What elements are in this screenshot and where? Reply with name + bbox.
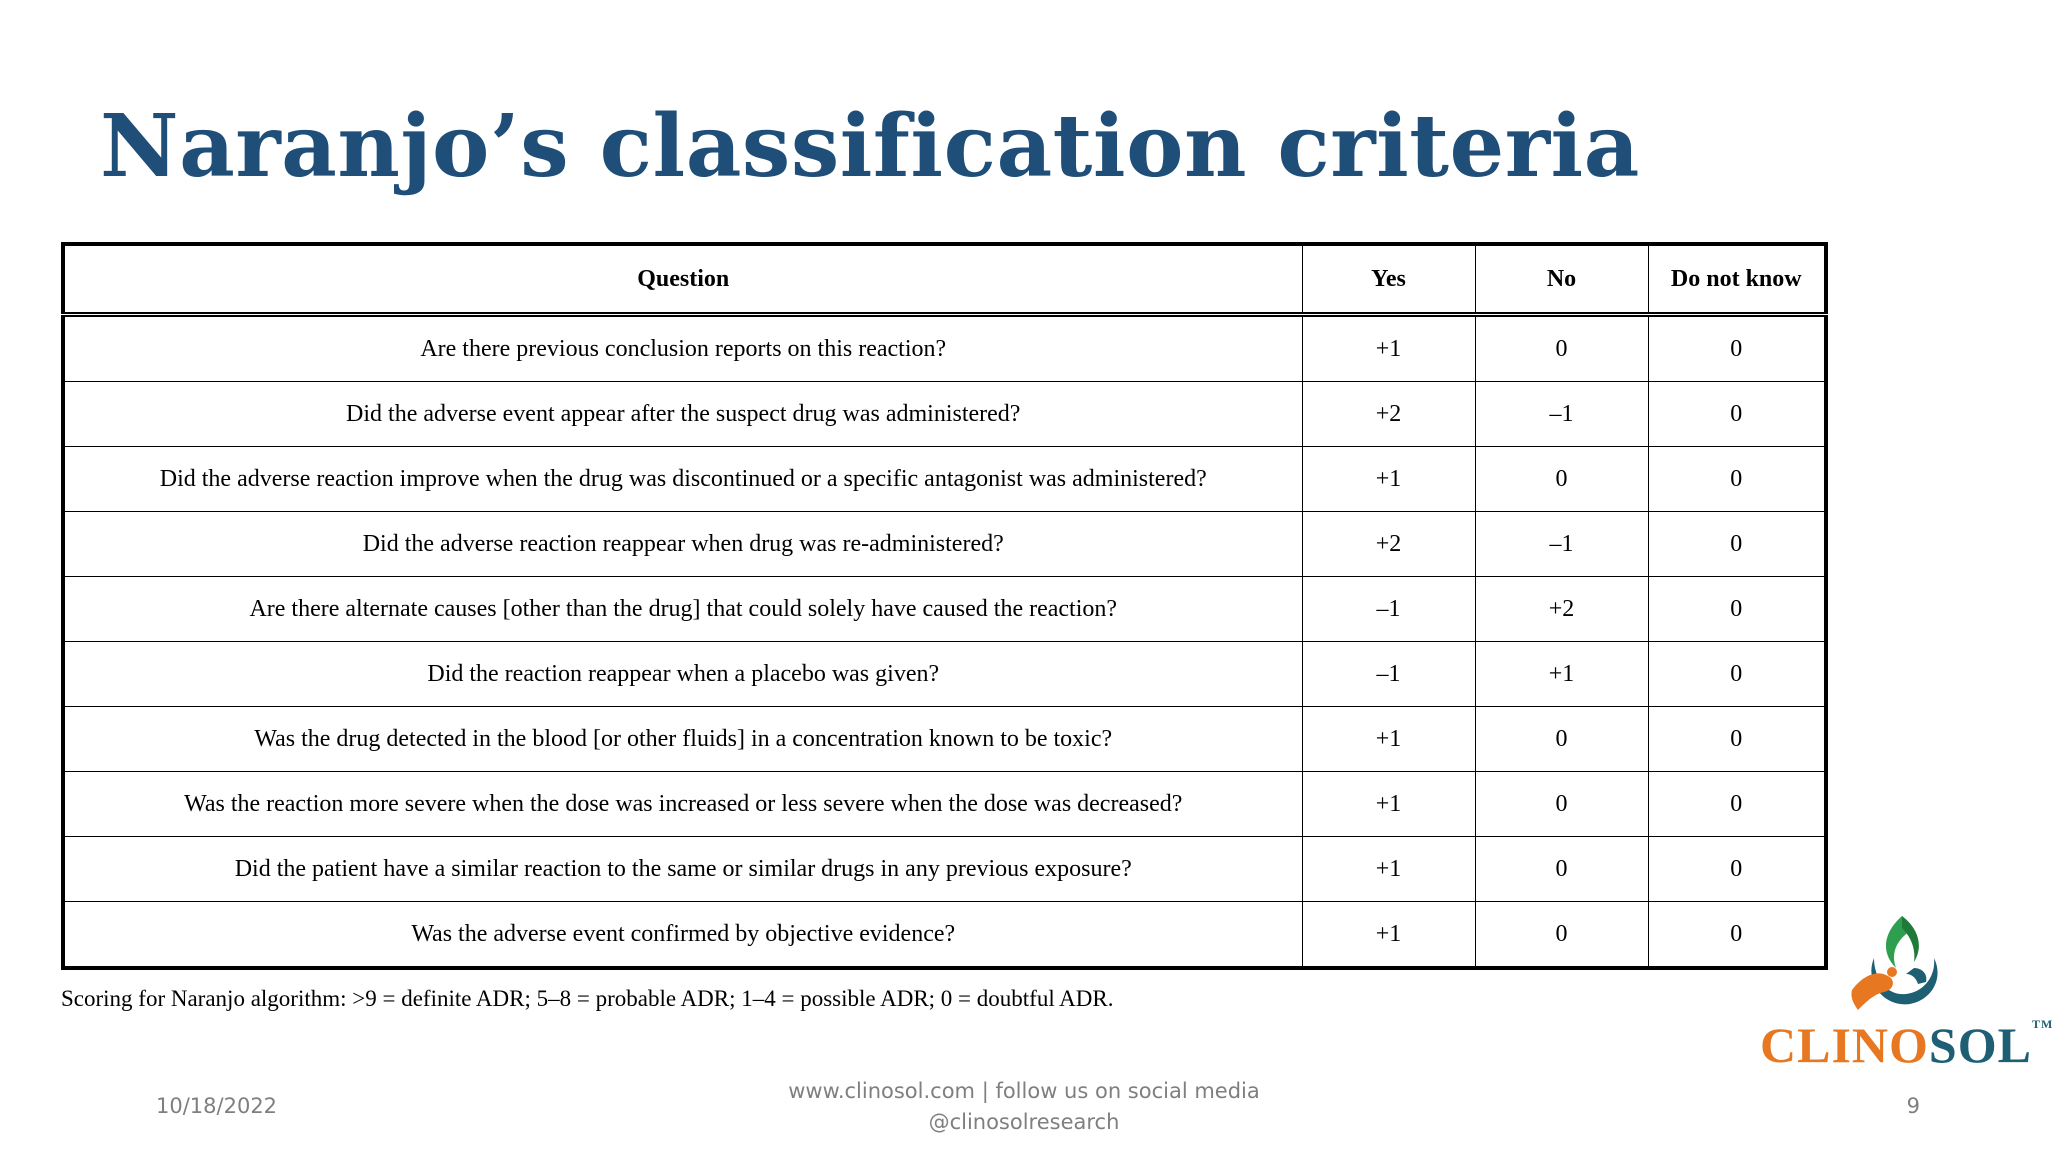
question-cell: Did the reaction reappear when a placebo was given? — [63, 642, 1302, 707]
table-row — [63, 707, 1826, 772]
question-cell: Was the reaction more severe when the dose was increased or less severe when the dose was decreased? — [63, 772, 1302, 837]
dnk-score-cell: 0 — [1648, 902, 1826, 969]
no-score-cell: 0 — [1475, 447, 1648, 512]
no-score-cell: 0 — [1475, 837, 1648, 902]
scoring-note: Scoring for Naranjo algorithm: >9 = definite ADR; 5–8 = probable ADR; 1–4 = possible ADR; 0 = doubtful ADR. — [61, 986, 1114, 1011]
dnk-score-cell: 0 — [1648, 837, 1826, 902]
dnk-score-cell: 0 — [1648, 707, 1826, 772]
logo-emblem-icon — [1844, 912, 1954, 1016]
table-row — [63, 512, 1826, 577]
dnk-score-cell: 0 — [1648, 315, 1826, 382]
naranjo-table-container — [61, 242, 1824, 970]
logo-trademark: TM — [2031, 1017, 2053, 1031]
dnk-score-cell: 0 — [1648, 512, 1826, 577]
yes-score-cell: +1 — [1302, 315, 1475, 382]
table-row — [63, 772, 1826, 837]
yes-score-cell: +2 — [1302, 382, 1475, 447]
table-row — [63, 837, 1826, 902]
yes-score-cell: +1 — [1302, 707, 1475, 772]
yes-score-cell: +1 — [1302, 447, 1475, 512]
header-question: Question — [63, 244, 1302, 315]
header-yes: Yes — [1302, 244, 1475, 315]
yes-score-cell: –1 — [1302, 642, 1475, 707]
no-score-cell: +2 — [1475, 577, 1648, 642]
naranjo-table — [61, 242, 1828, 970]
no-score-cell: +1 — [1475, 642, 1648, 707]
logo-text-clino: CLINO — [1760, 1017, 1929, 1073]
footer-website-line: www.clinosol.com | follow us on social media — [788, 1079, 1260, 1103]
table-row — [63, 315, 1826, 382]
question-cell: Was the drug detected in the blood [or other fluids] in a concentration known to be toxic? — [63, 707, 1302, 772]
dnk-score-cell: 0 — [1648, 447, 1826, 512]
dnk-score-cell: 0 — [1648, 772, 1826, 837]
yes-score-cell: +1 — [1302, 772, 1475, 837]
dnk-score-cell: 0 — [1648, 382, 1826, 447]
question-cell: Are there previous conclusion reports on this reaction? — [63, 315, 1302, 382]
yes-score-cell: +2 — [1302, 512, 1475, 577]
yes-score-cell: +1 — [1302, 902, 1475, 969]
header-do-not-know: Do not know — [1648, 244, 1826, 315]
no-score-cell: 0 — [1475, 315, 1648, 382]
question-cell: Did the adverse reaction reappear when drug was re-administered? — [63, 512, 1302, 577]
question-cell: Are there alternate causes [other than the drug] that could solely have caused the reaction? — [63, 577, 1302, 642]
question-cell: Did the patient have a similar reaction to the same or similar drugs in any previous exposure? — [63, 837, 1302, 902]
slide-title: Naranjo’s classification criteria — [100, 96, 1640, 197]
no-score-cell: 0 — [1475, 707, 1648, 772]
no-score-cell: 0 — [1475, 902, 1648, 969]
yes-score-cell: +1 — [1302, 837, 1475, 902]
question-cell: Was the adverse event confirmed by objective evidence? — [63, 902, 1302, 969]
clinosol-logo — [1756, 912, 2053, 1082]
table-row — [63, 447, 1826, 512]
question-cell: Did the adverse reaction improve when the drug was discontinued or a specific antagonist was administered? — [63, 447, 1302, 512]
page-number: 9 — [1906, 1094, 1920, 1118]
footer-social-handle: @clinosolresearch — [928, 1110, 1120, 1134]
logo-wordmark — [1760, 1016, 2053, 1074]
table-row — [63, 577, 1826, 642]
table-row — [63, 902, 1826, 969]
footer-website — [724, 1076, 1324, 1138]
dnk-score-cell: 0 — [1648, 577, 1826, 642]
table-row — [63, 642, 1826, 707]
yes-score-cell: –1 — [1302, 577, 1475, 642]
question-cell: Did the adverse event appear after the suspect drug was administered? — [63, 382, 1302, 447]
no-score-cell: 0 — [1475, 772, 1648, 837]
no-score-cell: –1 — [1475, 382, 1648, 447]
table-row — [63, 382, 1826, 447]
logo-text-sol: SOL — [1928, 1017, 2032, 1073]
footer-date: 10/18/2022 — [156, 1094, 278, 1118]
no-score-cell: –1 — [1475, 512, 1648, 577]
table-header-row — [63, 244, 1826, 315]
header-no: No — [1475, 244, 1648, 315]
dnk-score-cell: 0 — [1648, 642, 1826, 707]
